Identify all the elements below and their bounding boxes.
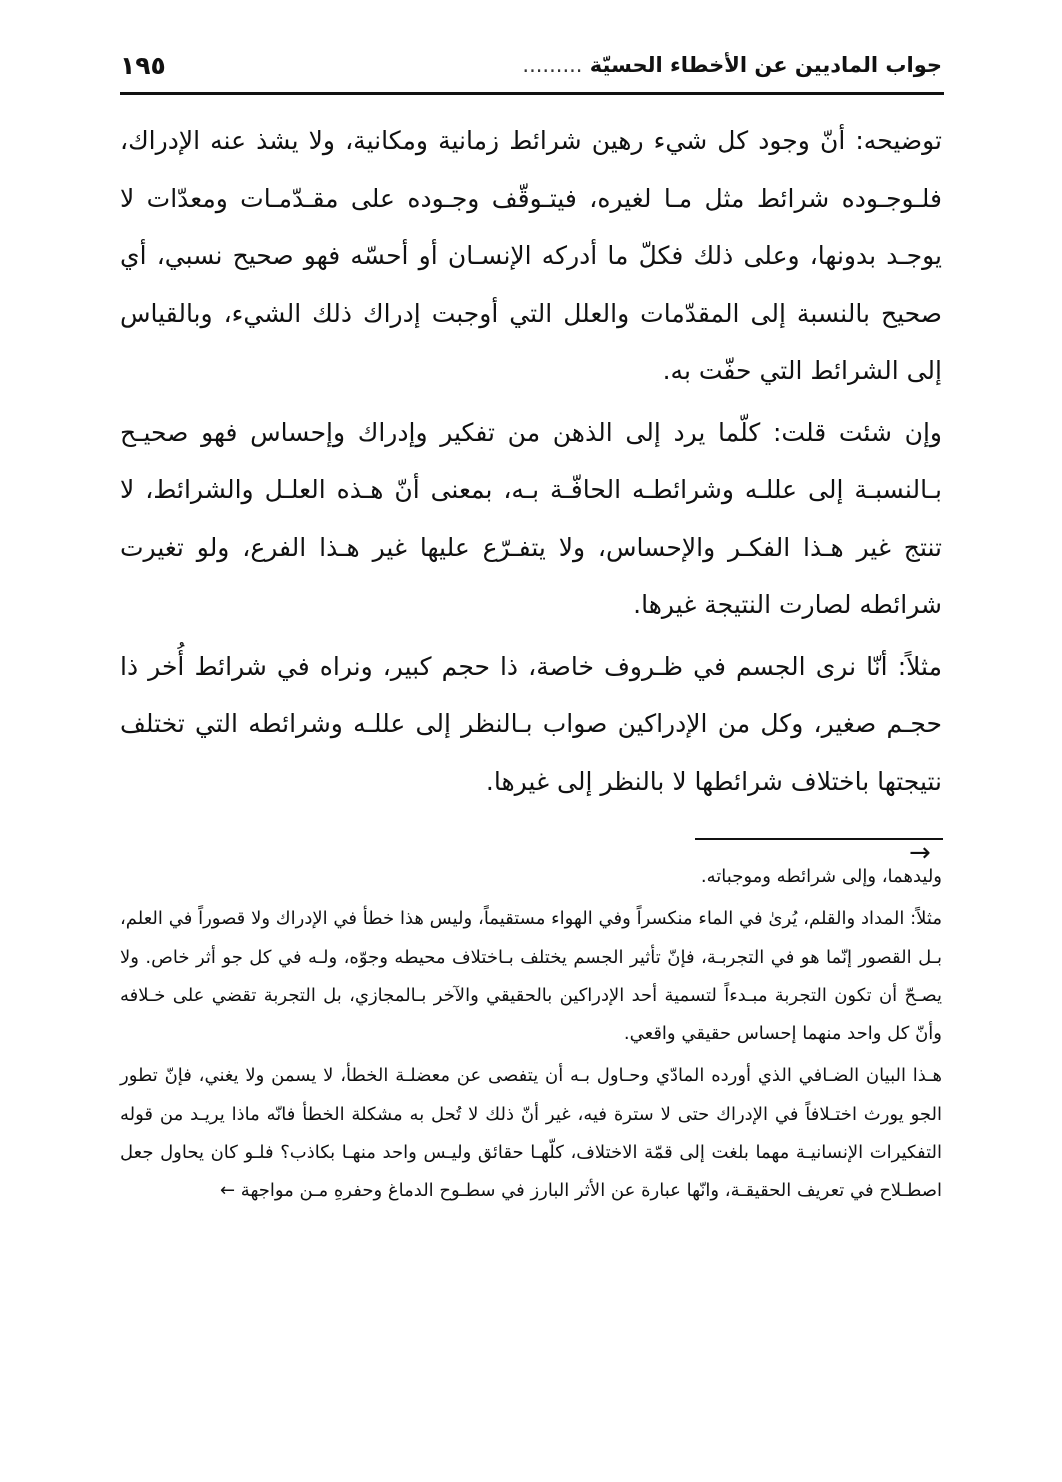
footnote-3: هـذا البيان الضـافي الذي أورده المادّي وحـاول بـه أن يتفصى عن معضلـة الخطأ، لا يسمن ولا يغني، فإنّ تطور الجو يورث اختـلافاً في الإدراك حتى لا سترة فيه، غير أنّ ذلك لا تُحل به مشكلة الخطأ فانّه ماذا يريـد من قوله التفكيرات الإنسانيـة مهما بلغت إلى قمّة الاختلاف، كلّهـا حقائق وليـس واحد منهـا بكاذب؟ فلـو كان يحاول جعل اصطـلاح في تعريف الحقيقـة، وانّها عبارة عن الأثر البارز في سطـوح الدماغ وحفرهِ مـن مواجهة ← (120, 1065, 942, 1202)
page-number: ١٩٥ (120, 50, 166, 80)
header-rule (120, 92, 944, 95)
paragraph-3: مثلاً: أنّا نرى الجسم في ظـروف خاصة، ذا حجم كبير، ونراه في شرائط أُخر ذا حجـم صغير، وكل من الإدراكين صواب بـالنظر إلى عللـه وشرائطه التي تختلف نتيجتها باختلاف شرائطها لا بالنظر إلى غيرها. (120, 651, 942, 796)
running-title-text: جواب الماديين عن الأخطاء الحسيّة (589, 53, 942, 77)
running-title-dots: ......... (522, 53, 583, 77)
page-header (120, 40, 942, 90)
footnote-rule (695, 838, 943, 840)
paragraph-1: توضيحه: أنّ وجود كل شيء رهين شرائط زمانية ومكانية، ولا يشذ عنه الإدراك، فلـوجـوده شرائط مثل مـا لغيره، فيتـوقّف وجـوده على مقـدّمـات ومعدّات لا يوجـد بدونها، وعلى ذلك فكلّ ما أدركه الإنسـان أو أحسّه فهو صحيح نسبي، أي صحيح بالنسبة إلى المقدّمات والعلل التي أوجبت إدراك ذلك الشيء، وبالقياس إلى الشرائط التي حفّت به. (120, 126, 942, 385)
running-title (522, 53, 942, 77)
main-text (120, 112, 942, 814)
footnote-1: وليدهما، وإلى شرائطه وموجباته. (700, 866, 942, 887)
footnote-2: مثلاً: المداد والقلم، يُرىٰ في الماء منكسراً وفي الهواء مستقيماً، وليس هذا خطأ في الإدراك ولا قصوراً في العلم، بـل القصور إنّما هو في التجربـة، فإنّ تأثير الجسم يختلف بـاختلاف محيطه وجوّه، ولـه في كل جو أثر خاص. ولا يصـحّ أن تكون التجربة مبـدءاً لتسمية أحد الإدراكين بالحقيقي والآخر بـالمجازي، بل التجربة تقضي على خـلافه وأنّ كل واحد منهما إحساس حقيقي واقعي. (120, 908, 942, 1045)
footnote-continuation-arrow: → (909, 838, 931, 868)
footnotes (120, 858, 942, 1215)
paragraph-2: وإن شئت قلت: كلّما يرد إلى الذهن من تفكير وإدراك وإحساس فهو صحيـح بـالنسبـة إلى عللـه وشرائطـه الحافّـة بـه، بمعنى أنّ هـذه العلـل والشرائط، لا تنتج غير هـذا الفكـر والإحساس، ولا يتفـرّع عليها غير هـذا الفرع، ولو تغيرت شرائطه لصارت النتيجة غيرها. (120, 417, 942, 619)
